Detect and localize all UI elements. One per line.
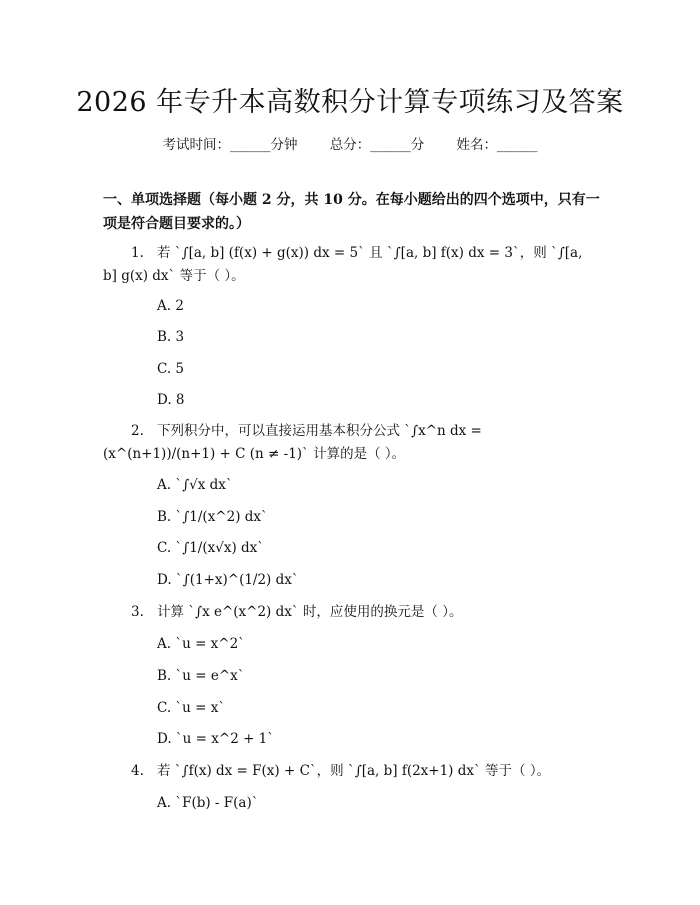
question-text: 若 `∫[a, b] (f(x) + g(x)) dx = 5` 且 `∫[a, b] f(x) dx = 3`，则 `∫[a, b] g(x) dx` 等于（ ）。 bbox=[103, 245, 583, 284]
q3-option-c: C. `u = x` bbox=[157, 700, 226, 716]
q1-option-c: C. 5 bbox=[157, 361, 185, 377]
q3-option-b: B. `u = e^x` bbox=[157, 668, 245, 684]
question-3 bbox=[103, 601, 598, 624]
q3-option-a: A. `u = x^2` bbox=[157, 636, 245, 652]
exam-time: 考试时间：______分钟 bbox=[162, 137, 298, 153]
q2-option-c: C. `∫1/(x√x) dx` bbox=[157, 540, 265, 556]
q1-option-d: D. 8 bbox=[157, 392, 185, 408]
question-number: 4. bbox=[131, 763, 144, 779]
question-text: 计算 `∫x e^(x^2) dx` 时，应使用的换元是（ ）。 bbox=[157, 604, 463, 620]
q1-option-a: A. 2 bbox=[157, 298, 184, 314]
q2-option-a: A. `∫√x dx` bbox=[157, 477, 233, 493]
q4-option-a: A. `F(b) - F(a)` bbox=[157, 795, 259, 811]
q1-option-b: B. 3 bbox=[157, 329, 185, 345]
student-name: 姓名：______ bbox=[456, 137, 538, 153]
page-title: 2026 年专升本高数积分计算专项练习及答案 bbox=[76, 87, 624, 118]
question-text: 若 `∫f(x) dx = F(x) + C`，则 `∫[a, b] f(2x+1) dx` 等于（ ）。 bbox=[157, 763, 551, 779]
question-number: 3. bbox=[131, 604, 144, 620]
exam-meta bbox=[0, 133, 700, 153]
question-1 bbox=[103, 242, 598, 288]
q2-option-b: B. `∫1/(x^2) dx` bbox=[157, 509, 268, 525]
q2-option-d: D. `∫(1+x)^(1/2) dx` bbox=[157, 572, 299, 588]
question-number: 1. bbox=[131, 245, 144, 261]
question-text: 下列积分中，可以直接运用基本积分公式 `∫x^n dx = (x^(n+1))/(n+1) + C (n ≠ -1)` 计算的是（ ）。 bbox=[103, 423, 482, 462]
exam-score: 总分：______分 bbox=[329, 137, 425, 153]
question-number: 2. bbox=[131, 423, 144, 439]
section-heading: 一、单项选择题（每小题 2 分，共 10 分。在每小题给出的四个选项中，只有一项是符合题目要求的。） bbox=[103, 192, 600, 232]
question-2 bbox=[103, 420, 598, 466]
question-4 bbox=[103, 760, 598, 783]
q3-option-d: D. `u = x^2 + 1` bbox=[157, 731, 275, 747]
